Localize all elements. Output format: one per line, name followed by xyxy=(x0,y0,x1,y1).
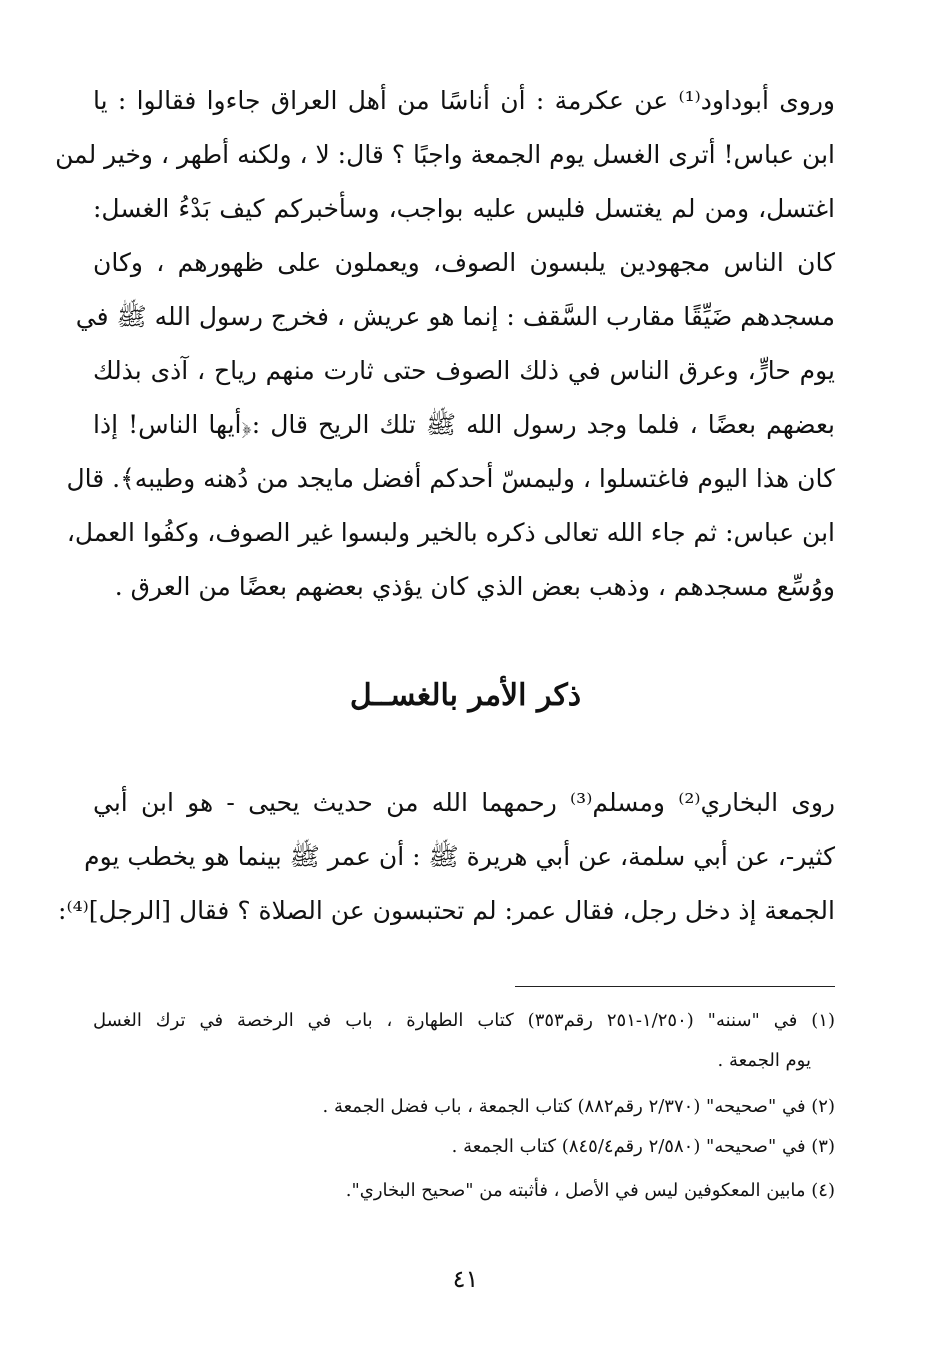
footnote-1-line: يوم الجمعة . xyxy=(717,1050,811,1071)
text-line: كان الناس مجهودين يلبسون الصوف، ويعملون على ظهورهم ، وكان xyxy=(93,248,835,277)
text-line: بعضهم بعضًا ، فلما وجد رسول الله ﷺ تلك الريح قال :﴿أيها الناس! إذا xyxy=(93,410,835,439)
text-line: روى البخاري⁽²⁾ ومسلم⁽³⁾ رحمهما الله من حديث يحيى - هو ابن أبي xyxy=(93,788,835,817)
text-line: ابن عباس: ثم جاء الله تعالى ذكره بالخير ولبسوا غير الصوف، وكفُوا العمل، xyxy=(66,518,835,547)
page-number: ٤١ xyxy=(452,1265,479,1293)
text-line: كان هذا اليوم فاغتسلوا ، وليمسّ أحدكم أفضل مايجد من دُهنه وطيبه﴾. قال xyxy=(66,464,835,493)
footnote-2: (٢) في "صحيحه" (٢/٣٧٠ رقم٨٨٢) كتاب الجمعة ، باب فضل الجمعة . xyxy=(322,1096,835,1117)
section-heading: ذكر الأمر بالغســل xyxy=(349,678,582,713)
text-line: وروى أبوداود⁽¹⁾ عن عكرمة : أن أناسًا من أهل العراق جاءوا فقالوا : يا xyxy=(93,86,835,115)
footnote-separator xyxy=(515,986,835,987)
text-line: اغتسل، ومن لم يغتسل فليس عليه بواجب، وسأخبركم كيف بَدْءُ الغسل: xyxy=(93,194,835,223)
footnote-4: (٤) مابين المعكوفين ليس في الأصل ، فأثبته من "صحيح البخاري". xyxy=(345,1180,835,1201)
footnote-1-line: (١) في "سننه" (١/٢٥٠-٢٥١ رقم٣٥٣) كتاب الطهارة ، باب في الرخصة في ترك الغسل xyxy=(93,1010,835,1031)
footnote-3: (٣) في "صحيحه" (٢/٥٨٠ رقم٨٤٥/٤) كتاب الجمعة . xyxy=(451,1136,835,1157)
text-line: يوم حارٍّ، وعرق الناس في ذلك الصوف حتى ثارت منهم رياح ، آذى بذلك xyxy=(93,356,835,385)
text-line: ابن عباس! أترى الغسل يوم الجمعة واجبًا ؟ قال: لا ، ولكنه أطهر ، وخير لمن xyxy=(55,140,835,169)
text-line: الجمعة إذ دخل رجل، فقال عمر: لم تحتبسون عن الصلاة ؟ فقال [الرجل]⁽⁴⁾: xyxy=(58,896,835,925)
text-line: كثير-، عن أبي سلمة، عن أبي هريرة ﷺ : أن عمر ﷺ بينما هو يخطب يوم xyxy=(84,842,835,871)
text-line: مسجدهم ضَيِّقًا مقارب السَّقف : إنما هو عريش ، فخرج رسول الله ﷺ في xyxy=(75,302,835,331)
text-line: ووُسِّع مسجدهم ، وذهب بعض الذي كان يؤذي بعضهم بعضًا من العرق . xyxy=(114,572,835,601)
